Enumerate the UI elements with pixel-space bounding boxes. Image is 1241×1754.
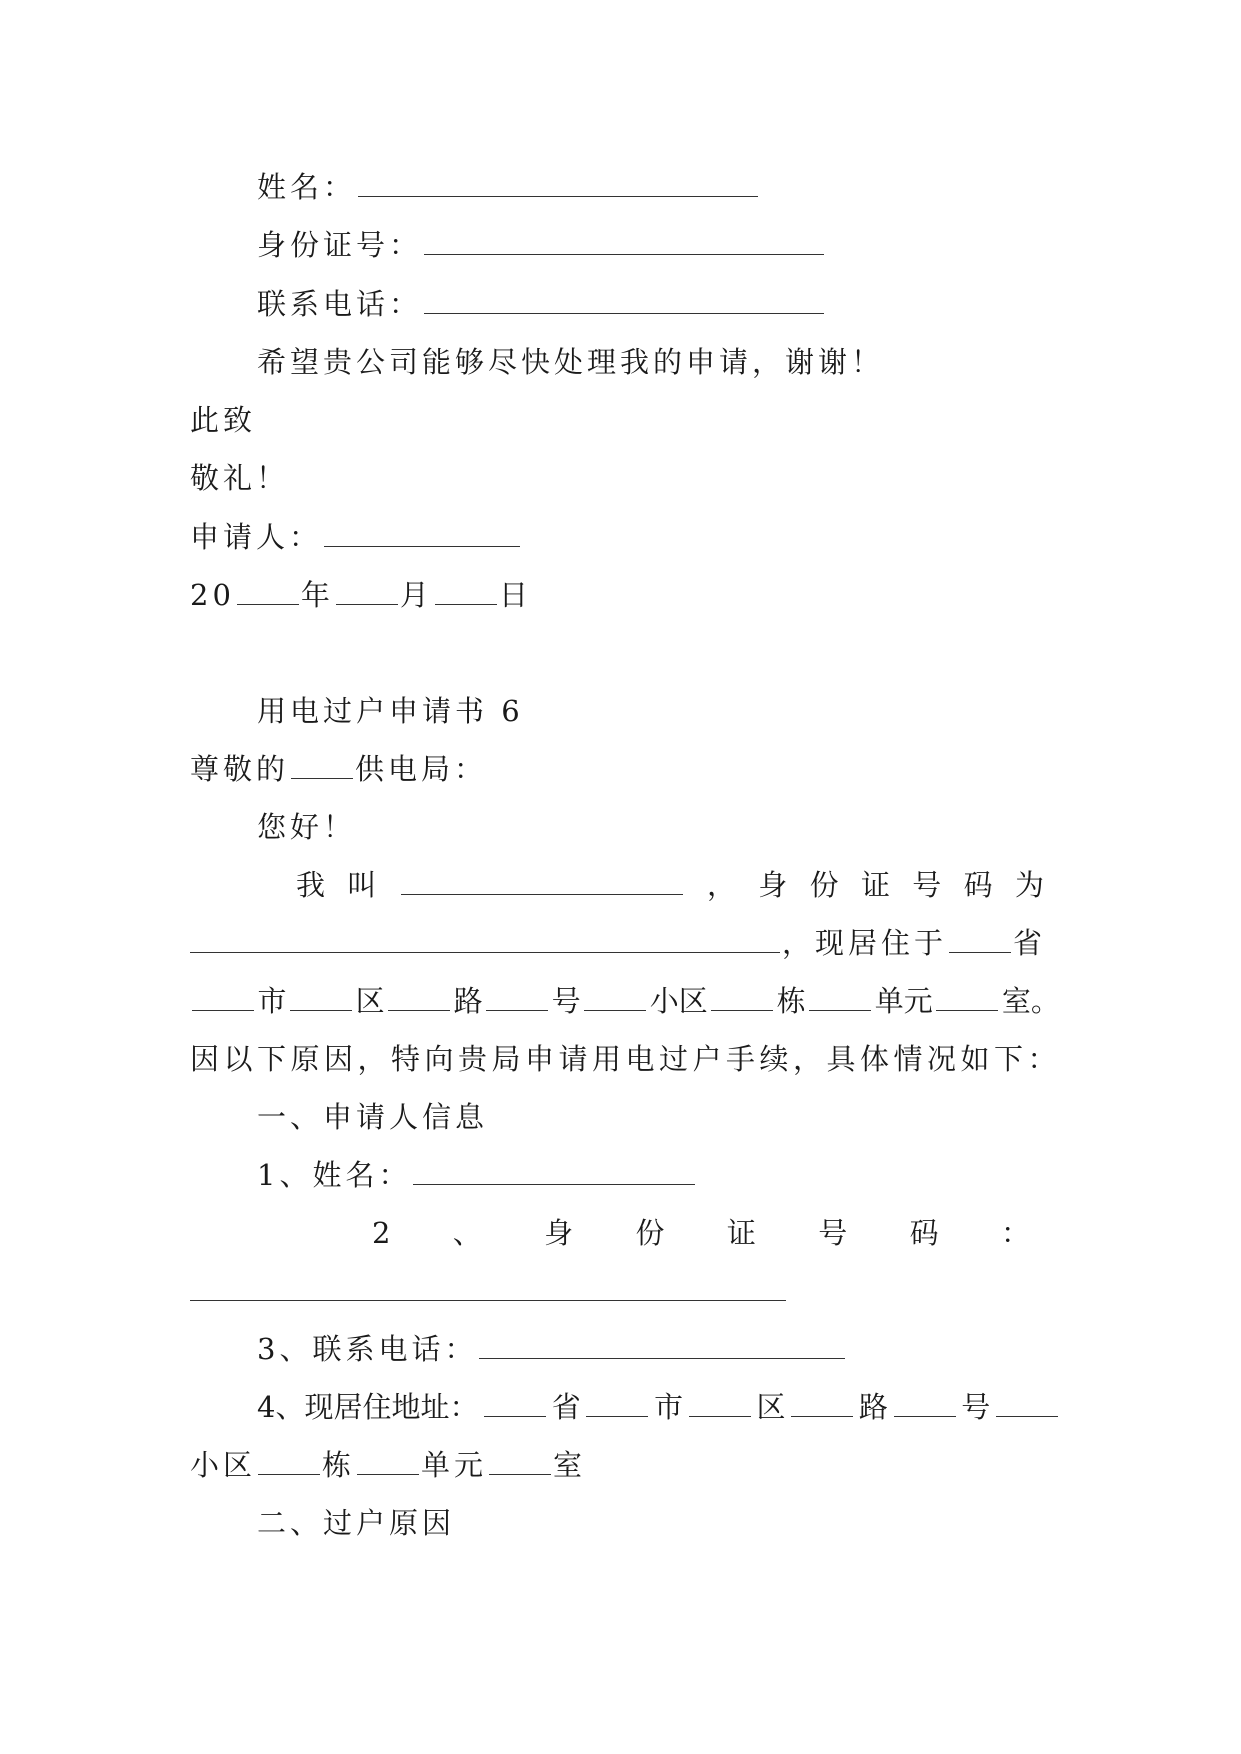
heading-applicant-info: 一、申请人信息 (257, 1100, 489, 1134)
reason-line: 因以下原因，特向贵局申请用电过户手续，具体情况如下： (190, 1042, 1062, 1076)
building-blank[interactable] (711, 984, 773, 1011)
item-address-label: 4、现居住地址： (257, 1390, 479, 1424)
item-id-part: 码 (909, 1216, 939, 1250)
address-unit: 市 (257, 984, 287, 1018)
item-name-blank[interactable] (413, 1158, 695, 1185)
greeting: 您好！ (257, 810, 357, 844)
date-line (190, 573, 1060, 617)
phone-line (257, 282, 1060, 326)
item-address-unit: 市 (654, 1390, 684, 1424)
name-line (257, 165, 1060, 209)
item-id-blank-line (190, 1269, 1060, 1313)
item-id-part: 身 (544, 1216, 574, 1250)
address-unit: 单元 (874, 984, 933, 1018)
address-unit: 小区 (649, 984, 708, 1018)
road-blank[interactable] (388, 984, 450, 1011)
applicant-name-blank[interactable] (401, 868, 683, 895)
item-phone-label: 3、联系电话： (257, 1332, 478, 1366)
item-address-cont: 栋 (322, 1448, 356, 1482)
day-blank[interactable] (435, 578, 497, 605)
address-unit: 路 (453, 984, 483, 1018)
item-name-line (257, 1153, 1060, 1197)
number-blank[interactable] (486, 984, 548, 1011)
intro-word: 份 (809, 868, 839, 902)
hope-text: 希望贵公司能够尽快处理我的申请，谢谢！ (257, 345, 885, 379)
month-label: 月 (399, 578, 433, 612)
item-building-blank[interactable] (258, 1448, 320, 1475)
day-label: 日 (498, 578, 532, 612)
month-blank[interactable] (336, 578, 398, 605)
item-number-blank[interactable] (894, 1390, 956, 1417)
item-id-part: 号 (818, 1216, 848, 1250)
item-address-cont-line (190, 1443, 1060, 1487)
year-label: 年 (300, 578, 334, 612)
item-id-part: 份 (635, 1216, 665, 1250)
id-line (257, 223, 1060, 267)
item-address-unit: 号 (961, 1390, 991, 1424)
id-label: 身份证号： (257, 228, 423, 262)
phone-blank[interactable] (424, 287, 824, 314)
city-blank[interactable] (192, 984, 254, 1011)
province-blank[interactable] (949, 926, 1011, 953)
item-name-label: 1、姓名： (257, 1158, 412, 1192)
item-address-unit: 省 (551, 1390, 581, 1424)
item-address-unit: 区 (756, 1390, 786, 1424)
item-id-line (372, 1211, 1030, 1255)
community-blank[interactable] (584, 984, 646, 1011)
intro-word: 身 (758, 868, 788, 902)
year-blank[interactable] (237, 578, 299, 605)
closing-1: 此致 (190, 403, 257, 437)
item-address-unit: 路 (858, 1390, 888, 1424)
item-unit-blank[interactable] (357, 1448, 419, 1475)
address-line (190, 979, 1060, 1023)
intro-word: 码 (963, 868, 993, 902)
salutation-line (190, 747, 1060, 791)
address-unit: 区 (355, 984, 385, 1018)
item-phone-line (257, 1327, 1060, 1371)
id-number-blank[interactable] (190, 926, 780, 953)
item-id-part: 2 (372, 1216, 391, 1250)
applicant-blank[interactable] (324, 520, 520, 547)
id-reside-line (190, 921, 1060, 965)
item-phone-blank[interactable] (479, 1332, 845, 1359)
intro-word: 号 (912, 868, 942, 902)
applicant-line (190, 515, 1060, 559)
item-id-part: 证 (726, 1216, 756, 1250)
name-label: 姓名： (257, 170, 357, 204)
intro-line (296, 863, 1044, 907)
item-room-blank[interactable] (489, 1448, 551, 1475)
item-province-blank[interactable] (484, 1390, 546, 1417)
address-unit: 栋 (776, 984, 806, 1018)
closing-2: 敬礼！ (190, 461, 290, 495)
item-community-blank[interactable] (996, 1390, 1058, 1417)
item-address-cont: 小区 (190, 1448, 257, 1482)
id-blank[interactable] (424, 228, 824, 255)
intro-comma: ， (706, 868, 736, 902)
province-label: 省 (1013, 926, 1047, 960)
room-blank[interactable] (936, 984, 998, 1011)
phone-label: 联系电话： (257, 287, 423, 321)
reside-text: ，现居住于 (782, 926, 948, 960)
intro-word: 为 (1014, 868, 1044, 902)
item-address-cont: 单元 (421, 1448, 488, 1482)
item-district-blank[interactable] (689, 1390, 751, 1417)
salutation-pre: 尊敬的 (190, 752, 290, 786)
intro-word: 我 (296, 868, 326, 902)
item-road-blank[interactable] (791, 1390, 853, 1417)
item-id-blank[interactable] (190, 1274, 786, 1301)
applicant-label: 申请人： (190, 520, 323, 554)
address-unit: 室。 (1001, 984, 1060, 1018)
date-prefix: 20 (190, 578, 235, 612)
document-title: 用电过户申请书 6 (257, 694, 524, 728)
unit-blank[interactable] (809, 984, 871, 1011)
item-id-part: ： (1000, 1216, 1030, 1250)
name-blank[interactable] (358, 170, 758, 197)
item-address-line (257, 1385, 1060, 1429)
district-blank[interactable] (290, 984, 352, 1011)
heading-transfer-reason: 二、过户原因 (257, 1506, 456, 1540)
address-unit: 号 (551, 984, 581, 1018)
item-city-blank[interactable] (586, 1390, 648, 1417)
salutation-post: 供电局： (355, 752, 488, 786)
item-id-part: 、 (452, 1216, 482, 1250)
intro-word: 叫 (347, 868, 377, 902)
intro-word: 证 (860, 868, 890, 902)
bureau-blank[interactable] (291, 752, 353, 779)
item-address-cont: 室 (553, 1448, 587, 1482)
